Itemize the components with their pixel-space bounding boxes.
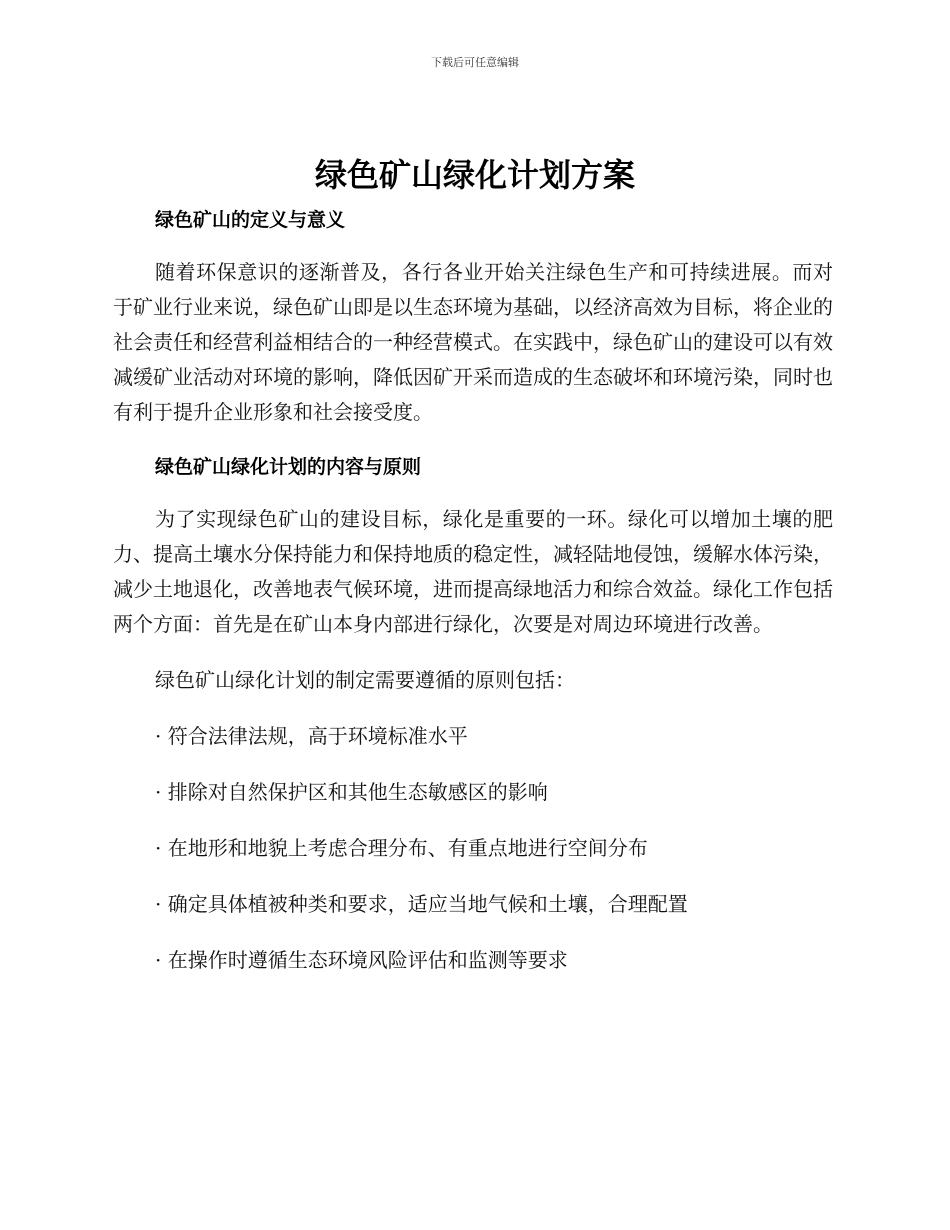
section-heading-plan: 绿色矿山绿化计划的内容与原则	[155, 456, 422, 478]
principle-item: · 在操作时遵循生态环境风险评估和监测等要求	[155, 948, 568, 972]
principle-item: · 排除对自然保护区和其他生态敏感区的影响	[155, 780, 548, 804]
section-heading-definition: 绿色矿山的定义与意义	[155, 209, 346, 231]
paragraph-definition: 随着环保意识的逐渐普及，各行各业开始关注绿色生产和可持续进展。而对于矿业行业来说，绿色矿山即是以生态环境为基础，以经济高效为目标，将企业的社会责任和经营利益相结合的一种经营模式。在实践中，绿色矿山的建设可以有效减缓矿业活动对环境的影响，降低因矿开采而造成的生态破坏和环境污染，同时也有利于提升企业形象和社会接受度。	[113, 260, 833, 424]
document-body	[113, 203, 833, 978]
document-title: 绿色矿山绿化计划方案	[314, 156, 635, 194]
paragraph-plan: 为了实现绿色矿山的建设目标，绿化是重要的一环。绿化可以增加土壤的肥力、提高土壤水分保持能力和保持地质的稳定性，减轻陆地侵蚀，缓解水体污染，减少土地退化，改善地表气候环境，进而提高绿地活力和综合效益。绿化工作包括两个方面：首先是在矿山本身内部进行绿化，次要是对周边环境进行改善。	[113, 507, 833, 636]
principle-item: · 符合法律法规，高于环境标准水平	[155, 724, 468, 748]
principles-intro: 绿色矿山绿化计划的制定需要遵循的原则包括：	[155, 668, 575, 692]
header-note: 下载后可任意编辑	[431, 56, 519, 69]
principle-item: · 在地形和地貌上考虑合理分布、有重点地进行空间分布	[155, 836, 648, 860]
principle-item: · 确定具体植被种类和要求，适应当地气候和土壤，合理配置	[155, 892, 688, 916]
